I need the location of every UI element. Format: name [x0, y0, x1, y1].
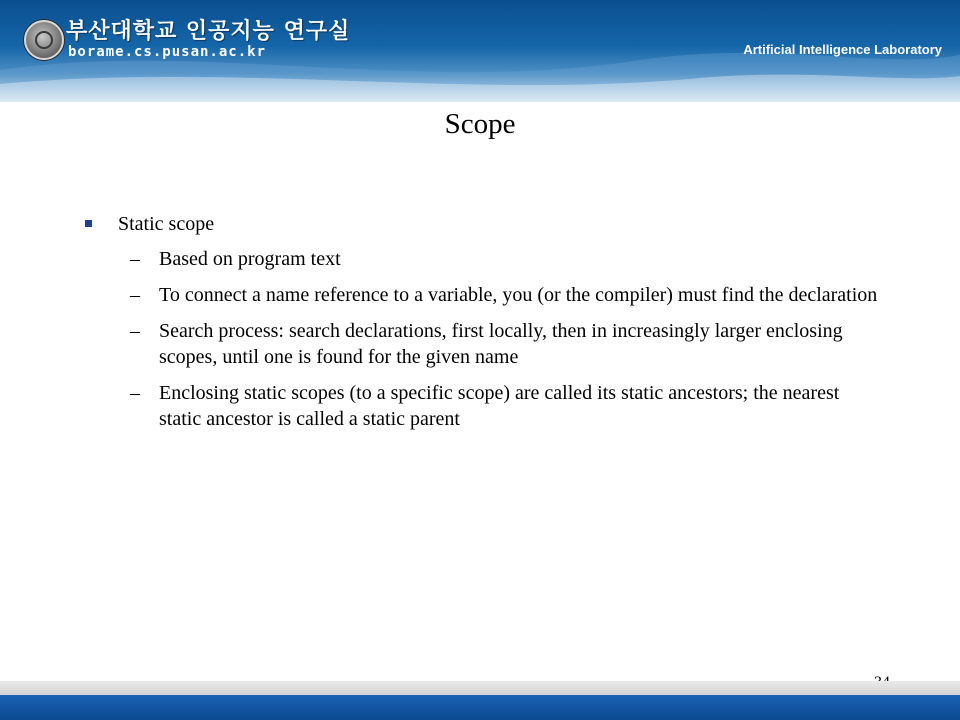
university-name: 부산대학교 인공지능 연구실: [66, 19, 351, 44]
sub-bullet-item: [130, 318, 882, 370]
bullet-item: [82, 212, 882, 236]
sub-bullet-item: [130, 282, 882, 308]
university-seal-icon: [24, 20, 64, 60]
university-url: borame.cs.pusan.ac.kr: [68, 44, 267, 60]
dash-marker: –: [130, 284, 140, 306]
sub-bullet-item: [130, 246, 882, 272]
slide-title: Scope: [444, 108, 516, 140]
square-bullet-icon: [85, 220, 92, 227]
dash-marker: –: [130, 382, 140, 404]
slide-content: [82, 212, 882, 442]
sub-bullet-text: To connect a name reference to a variable, you (or the compiler) must find the declaration: [159, 284, 878, 306]
dash-marker: –: [130, 320, 140, 342]
bullet-text: Static scope: [118, 213, 215, 235]
sub-bullet-list: [130, 246, 882, 432]
sub-bullet-text: Enclosing static scopes (to a specific scope) are called its static ancestors; the nearest static ancestor is called a static parent: [159, 382, 840, 430]
footer-band-blue: [0, 695, 960, 720]
footer-band-light: [0, 681, 960, 695]
sub-bullet-text: Based on program text: [159, 248, 341, 270]
sub-bullet-item: [130, 380, 882, 432]
lab-name: Artificial Intelligence Laboratory: [743, 42, 942, 57]
sub-bullet-text: Search process: search declarations, first locally, then in increasingly larger enclosing scopes, until one is found for the given name: [159, 320, 843, 368]
dash-marker: –: [130, 248, 140, 270]
slide-header: [0, 0, 960, 102]
